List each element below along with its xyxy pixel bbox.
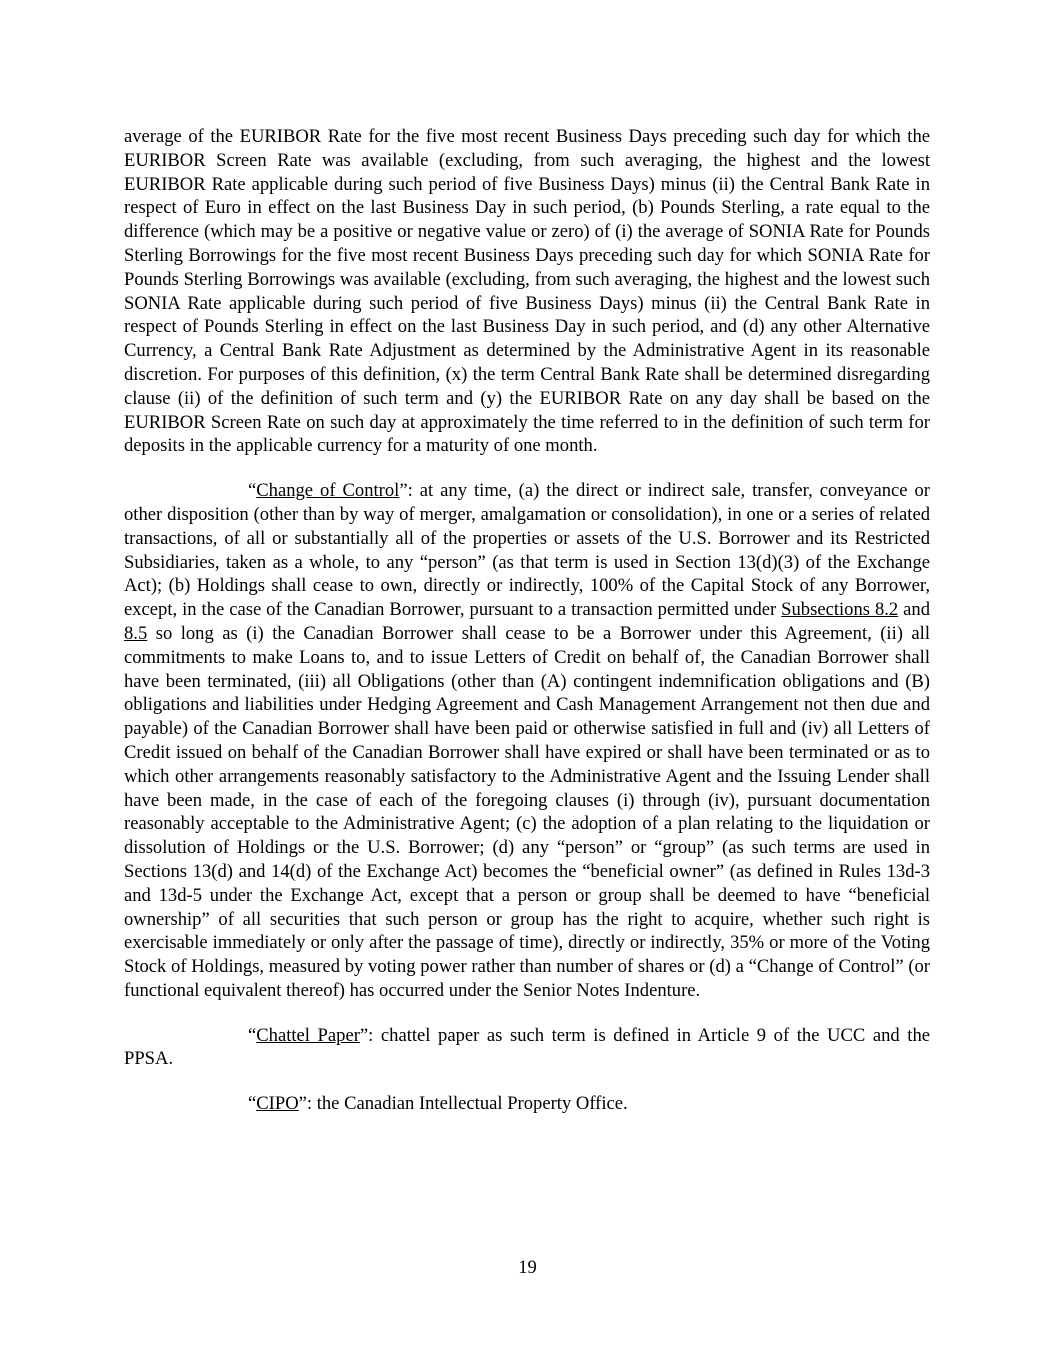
definition-text-part-b: so long as (i) the Canadian Borrower shall cease to be a Borrower under this Agreement, (ii) all commitments to make Loans to, and to issue Letters of Credit on behalf of, the Canadian Borrower shall have been terminated, (iii) all Obligations (other than (A) contingent indemnification obligations and (B) obligations and liabilities under Hedging Agreement and Cash Management Arrangement not then due and payable) of the Canadian Borrower shall have been paid or otherwise satisfied in full and (iv) all Letters of Credit issued on behalf of the Canadian Borrower shall have expired or shall have been terminated or as to which other arrangements reasonably satisfactory to the Administrative Agent and the Issuing Lender shall have been made, in the case of each of the foregoing clauses (i) through (iv), pursuant documentation reasonably acceptable to the Administrative Agent; (c) the adoption of a plan relating to the liquidation or dissolution of Holdings or the U.S. Borrower; (d) any “person” or “group” (as such terms are used in Sections 13(d) and 14(d) of the Exchange Act) becomes the “beneficial owner” (as defined in Rules 13d-3 and 13d-5 under the Exchange Act, except that a person or group shall be deemed to have “beneficial ownership” of all securities that such person or group has the right to acquire, whether such right is exercisable immediately or only after the passage of time), directly or indirectly, 35% or more of the Voting Stock of Holdings, measured by voting power rather than number of shares or (d) a “Change of Control” (or functional equivalent thereof) has occurred under the Senior Notes Indenture.: [124, 622, 930, 1001]
defined-term-change-of-control: Change of Control: [256, 480, 400, 502]
page-number: 19: [518, 1257, 537, 1278]
open-quote: “: [248, 1024, 257, 1046]
definition-text: the Canadian Intellectual Property Office.: [312, 1093, 628, 1115]
definition-text: chattel paper as such term is defined in Article 9 of the UCC and the PPSA.: [124, 1024, 930, 1070]
defined-term-chattel-paper: Chattel Paper: [256, 1024, 360, 1046]
definition-change-of-control: [124, 479, 930, 1003]
open-quote: “: [248, 1093, 257, 1115]
defined-term-cipo: CIPO: [256, 1093, 299, 1115]
close-quote: ”:: [298, 1093, 313, 1115]
definition-text-part-a: at any time, (a) the direct or indirect sale, transfer, conveyance or other disposition (other than by way of merger, amalgamation or consolidation), in one or a series of related transactions, of all or substantially all of the properties or assets of the U.S. Borrower and its Restricted Subsidiaries, taken as a whole, to any “person” (as that term is used in Section 13(d)(3) of the Exchange Act); (b) Holdings shall cease to own, directly or indirectly, 100% of the Capital Stock of any Borrower, except, in the case of the Canadian Borrower, pursuant to a transaction permitted under: [124, 480, 930, 621]
paragraph-central-bank-rate-continuation: average of the EURIBOR Rate for the five most recent Business Days preceding such day for which the EURIBOR Screen Rate was available (excluding, from such averaging, the highest and the lowest EURIBOR Rate applicable during such period of five Business Days) minus (ii) the Central Bank Rate in respect of Euro in effect on the last Business Day in such period, (b) Pounds Sterling, a rate equal to the difference (which may be a positive or negative value or zero) of (i) the average of SONIA Rate for Pounds Sterling Borrowings for the five most recent Business Days preceding such day for which SONIA Rate for Pounds Sterling Borrowings was available (excluding, from such averaging, the highest and the lowest such SONIA Rate applicable during such period of five Business Days) minus (ii) the Central Bank Rate in respect of Pounds Sterling in effect on the last Business Day in such period, and (d) any other Alternative Currency, a Central Bank Rate Adjustment as determined by the Administrative Agent in its reasonable discretion. For purposes of this definition, (x) the term Central Bank Rate shall be determined disregarding clause (ii) of the definition of such term and (y) the EURIBOR Rate on any day shall be based on the EURIBOR Screen Rate on such day at approximately the time referred to in the definition of such term for deposits in the applicable currency for a maturity of one month.: [124, 126, 930, 457]
cross-reference-8-5: 8.5: [124, 622, 148, 644]
close-quote: ”:: [399, 480, 413, 502]
cross-reference-subsection-8-2: Subsections 8.2: [781, 599, 899, 621]
definition-chattel-paper: [124, 1024, 930, 1072]
document-body: [124, 125, 930, 1116]
close-quote: ”:: [359, 1024, 374, 1046]
conjunction-text: and: [898, 599, 931, 621]
definition-cipo: [124, 1092, 930, 1116]
open-quote: “: [248, 480, 257, 502]
